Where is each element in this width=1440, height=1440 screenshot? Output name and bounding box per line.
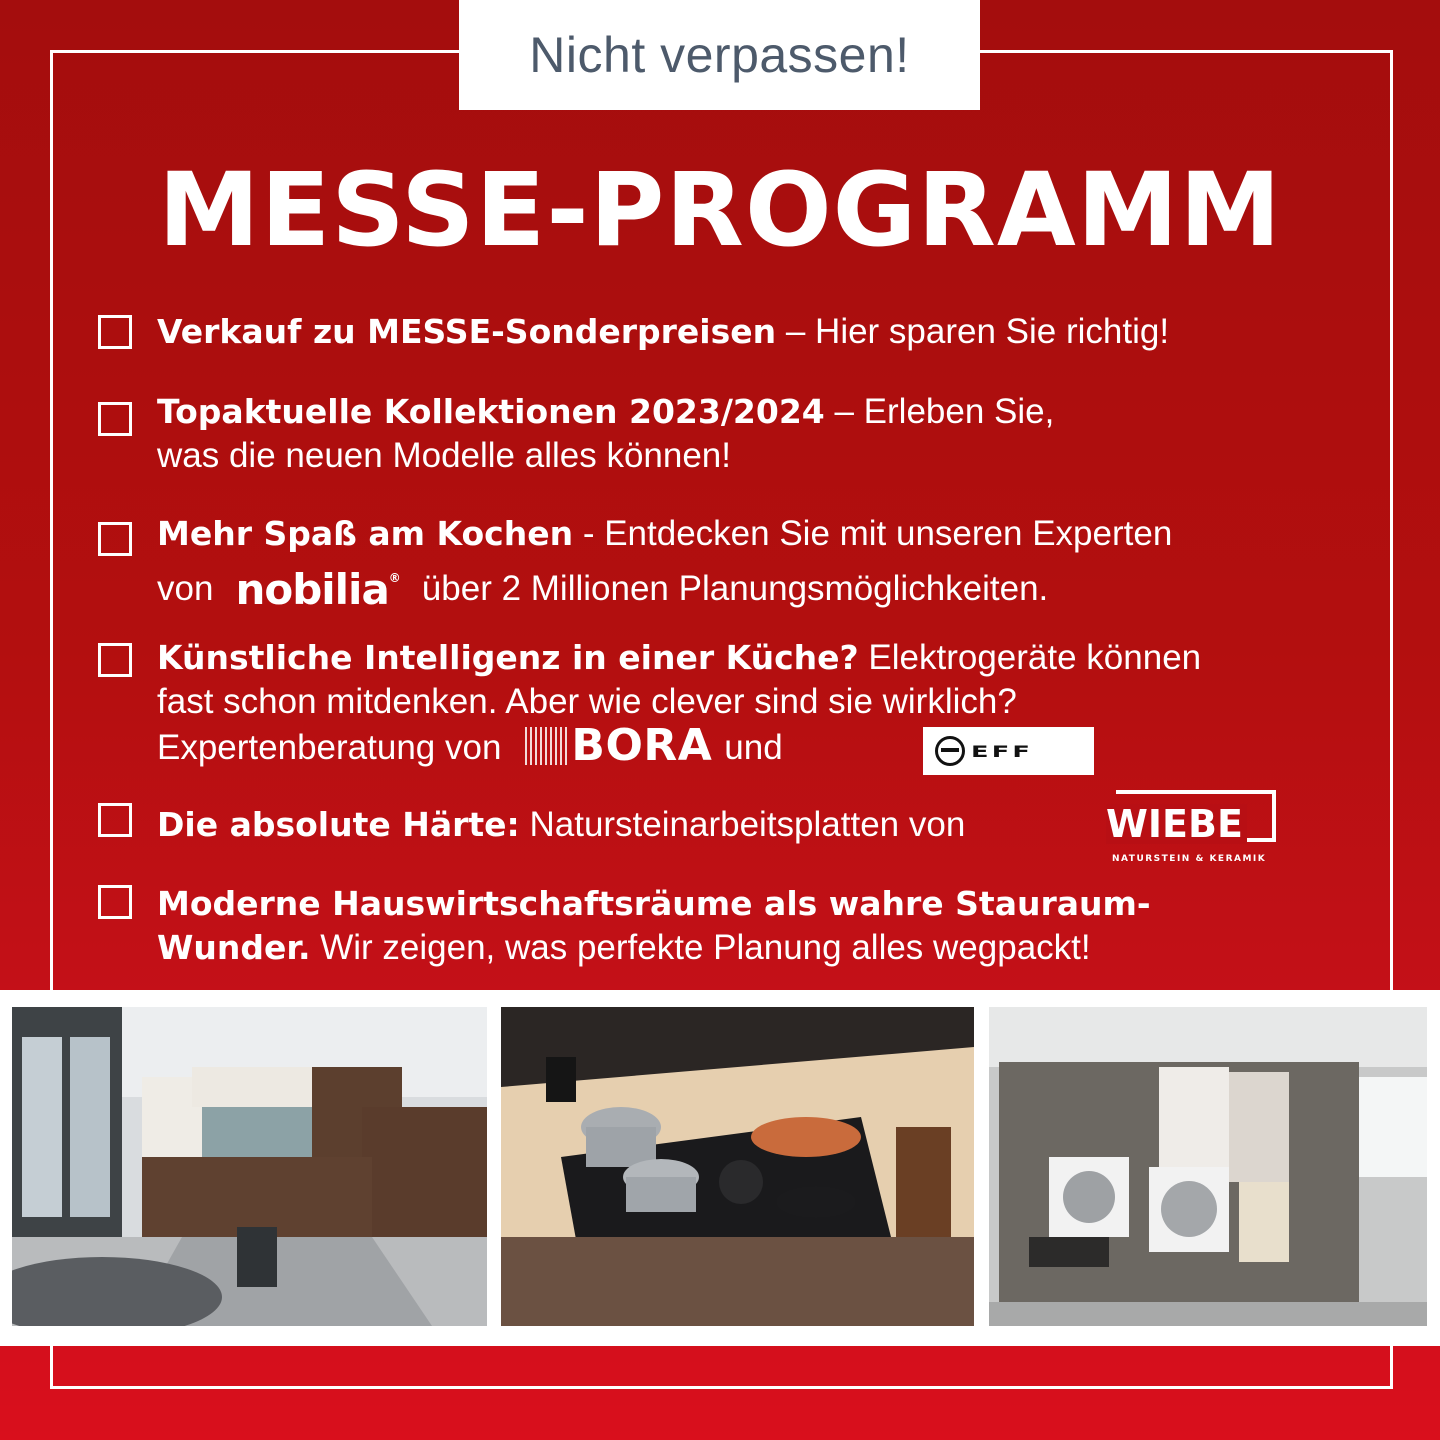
list-item-6 [157, 882, 1387, 970]
list-item-3 [157, 512, 1387, 612]
item-2-line2: was die neuen Modelle alles können! [157, 436, 731, 475]
nobilia-reg-mark: ® [388, 571, 400, 585]
item-4-bold: Künstliche Intelligenz in einer Küche? [157, 638, 859, 677]
checkbox-4[interactable] [98, 643, 132, 677]
item-4-line3-mid: und [724, 728, 783, 767]
list-item-2 [157, 390, 1387, 478]
wiebe-logo [1106, 790, 1281, 870]
top-badge [459, 0, 980, 110]
list-item-4 [157, 636, 1387, 770]
checkbox-5[interactable] [98, 803, 132, 837]
neff-logo-text: EFF [971, 741, 1034, 761]
checkbox-3[interactable] [98, 522, 132, 556]
bora-lines-icon [525, 727, 567, 765]
page-title: MESSE-PROGRAMM [158, 151, 1282, 270]
checkbox-6[interactable] [98, 885, 132, 919]
checkbox-2[interactable] [98, 402, 132, 436]
nobilia-logo [235, 556, 399, 612]
item-4-text: Elektrogeräte können [858, 638, 1202, 677]
item-1-text: – Hier sparen Sie richtig! [776, 312, 1170, 351]
item-6-bold: Moderne Hauswirtschaftsräume als wahre Stauraum- [157, 884, 1151, 923]
checkbox-1[interactable] [98, 315, 132, 349]
neff-mark-icon [935, 736, 965, 766]
nobilia-logo-text: nobilia [235, 565, 389, 614]
item-6-line2-text: Wir zeigen, was perfekte Planung alles wegpackt! [310, 928, 1091, 967]
item-1-bold: Verkauf zu MESSE-Sonderpreisen [157, 312, 777, 351]
laundry-room-photo [989, 1007, 1427, 1326]
item-5-bold: Die absolute Härte: [157, 805, 520, 844]
item-3-bold: Mehr Spaß am Kochen [157, 514, 574, 553]
item-4-line3-pre: Expertenberatung von [157, 728, 502, 767]
item-2-bold: Topaktuelle Kollektionen 2023/2024 [157, 392, 825, 431]
bora-logo-text: BORA [571, 720, 713, 771]
wiebe-logo-subtitle: NATURSTEIN & KERAMIK [1112, 854, 1267, 864]
list-item-1 [157, 310, 1387, 354]
wiebe-logo-text: WIEBE [1106, 804, 1247, 844]
item-2-text: – Erleben Sie, [824, 392, 1055, 431]
item-5-text: Natursteinarbeitsplatten von [519, 805, 966, 844]
kitchen-photo [12, 1007, 487, 1326]
item-3-text: - Entdecken Sie mit unseren Experten [573, 514, 1173, 553]
cooktop-photo [501, 1007, 974, 1326]
item-6-line2-bold: Wunder. [157, 928, 311, 967]
badge-text: Nicht verpassen! [529, 27, 910, 83]
neff-logo [923, 727, 1094, 775]
item-3-line2-pre: von [157, 569, 214, 608]
item-4-line2: fast schon mitdenken. Aber wie clever sind sie wirklich? [157, 682, 1017, 721]
bora-logo [525, 720, 713, 771]
item-3-line2-post: über 2 Millionen Planungsmöglichkeiten. [421, 569, 1049, 608]
